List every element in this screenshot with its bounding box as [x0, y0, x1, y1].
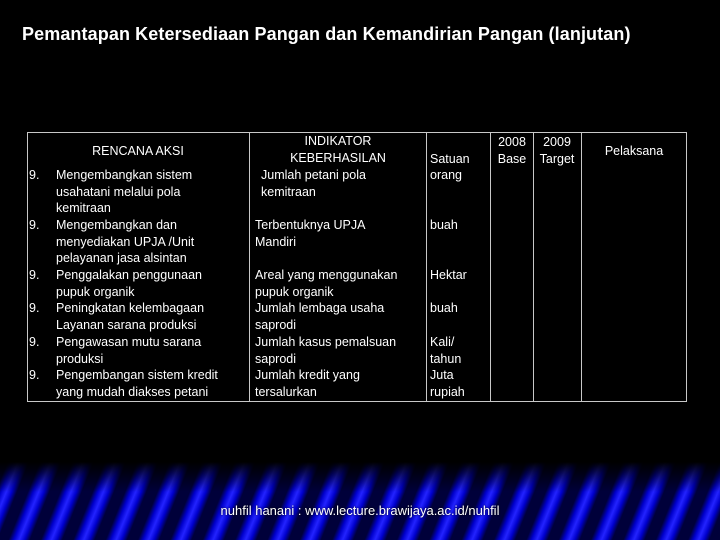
indikator-cell: Jumlah kasus pemalsuan saprodi [255, 335, 397, 366]
rencana-aksi-cell: Pengembangan sistem kredit yang mudah diakses petani [56, 368, 218, 399]
rencana-aksi-cell: Pengawasan mutu sarana produksi [56, 335, 202, 366]
satuan-cell: buah [430, 218, 458, 232]
indikator-cell: Jumlah kredit yang tersalurkan [255, 368, 360, 399]
satuan-cell: Kali/ tahun [430, 335, 462, 366]
row-number: 9. [29, 168, 40, 182]
rencana-aksi-cell: Penggalakan penggunaan pupuk organik [56, 268, 202, 299]
indikator-cell: Terbentuknya UPJA Mandiri [255, 218, 365, 249]
header-target: 2009 Target [539, 135, 575, 166]
row-number: 9. [29, 218, 40, 232]
header-pelaksana: Pelaksana [604, 144, 664, 158]
table-border-bottom [27, 401, 686, 402]
satuan-cell: orang [430, 168, 462, 182]
column-divider [490, 132, 491, 402]
column-divider [426, 132, 427, 402]
table-border-right [686, 132, 687, 402]
table-border-left [27, 132, 28, 402]
header-satuan: Satuan [430, 152, 470, 166]
page-title: Pemantapan Ketersediaan Pangan dan Kemandirian Pangan (lanjutan) [22, 24, 631, 44]
row-number: 9. [29, 301, 40, 315]
footer-credit: nuhfil hanani : www.lecture.brawijaya.ac.id/nuhfil [220, 503, 500, 518]
satuan-cell: buah [430, 301, 458, 315]
column-divider [533, 132, 534, 402]
indikator-cell: Jumlah lembaga usaha saprodi [255, 301, 385, 332]
header-rencana-aksi: RENCANA AKSI [92, 144, 184, 158]
row-number: 9. [29, 368, 40, 382]
header-indikator: INDIKATOR KEBERHASILAN [290, 134, 386, 165]
indikator-cell: Jumlah petani pola kemitraan [261, 168, 366, 199]
column-divider [581, 132, 582, 402]
rencana-aksi-cell: Peningkatan kelembagaan Layanan sarana produksi [56, 301, 205, 332]
rencana-aksi-cell: Mengembangkan dan menyediakan UPJA /Unit pelayanan jasa alsintan [56, 218, 195, 266]
satuan-cell: Hektar [430, 268, 467, 282]
rencana-aksi-cell: Mengembangkan sistem usahatani melalui pola kemitraan [56, 168, 193, 216]
row-number: 9. [29, 335, 40, 349]
column-divider [249, 132, 250, 402]
row-number: 9. [29, 268, 40, 282]
header-base: 2008 Base [497, 135, 527, 166]
satuan-cell: Juta rupiah [430, 368, 465, 399]
indikator-cell: Areal yang menggunakan pupuk organik [255, 268, 398, 299]
footer-fade [0, 462, 720, 492]
